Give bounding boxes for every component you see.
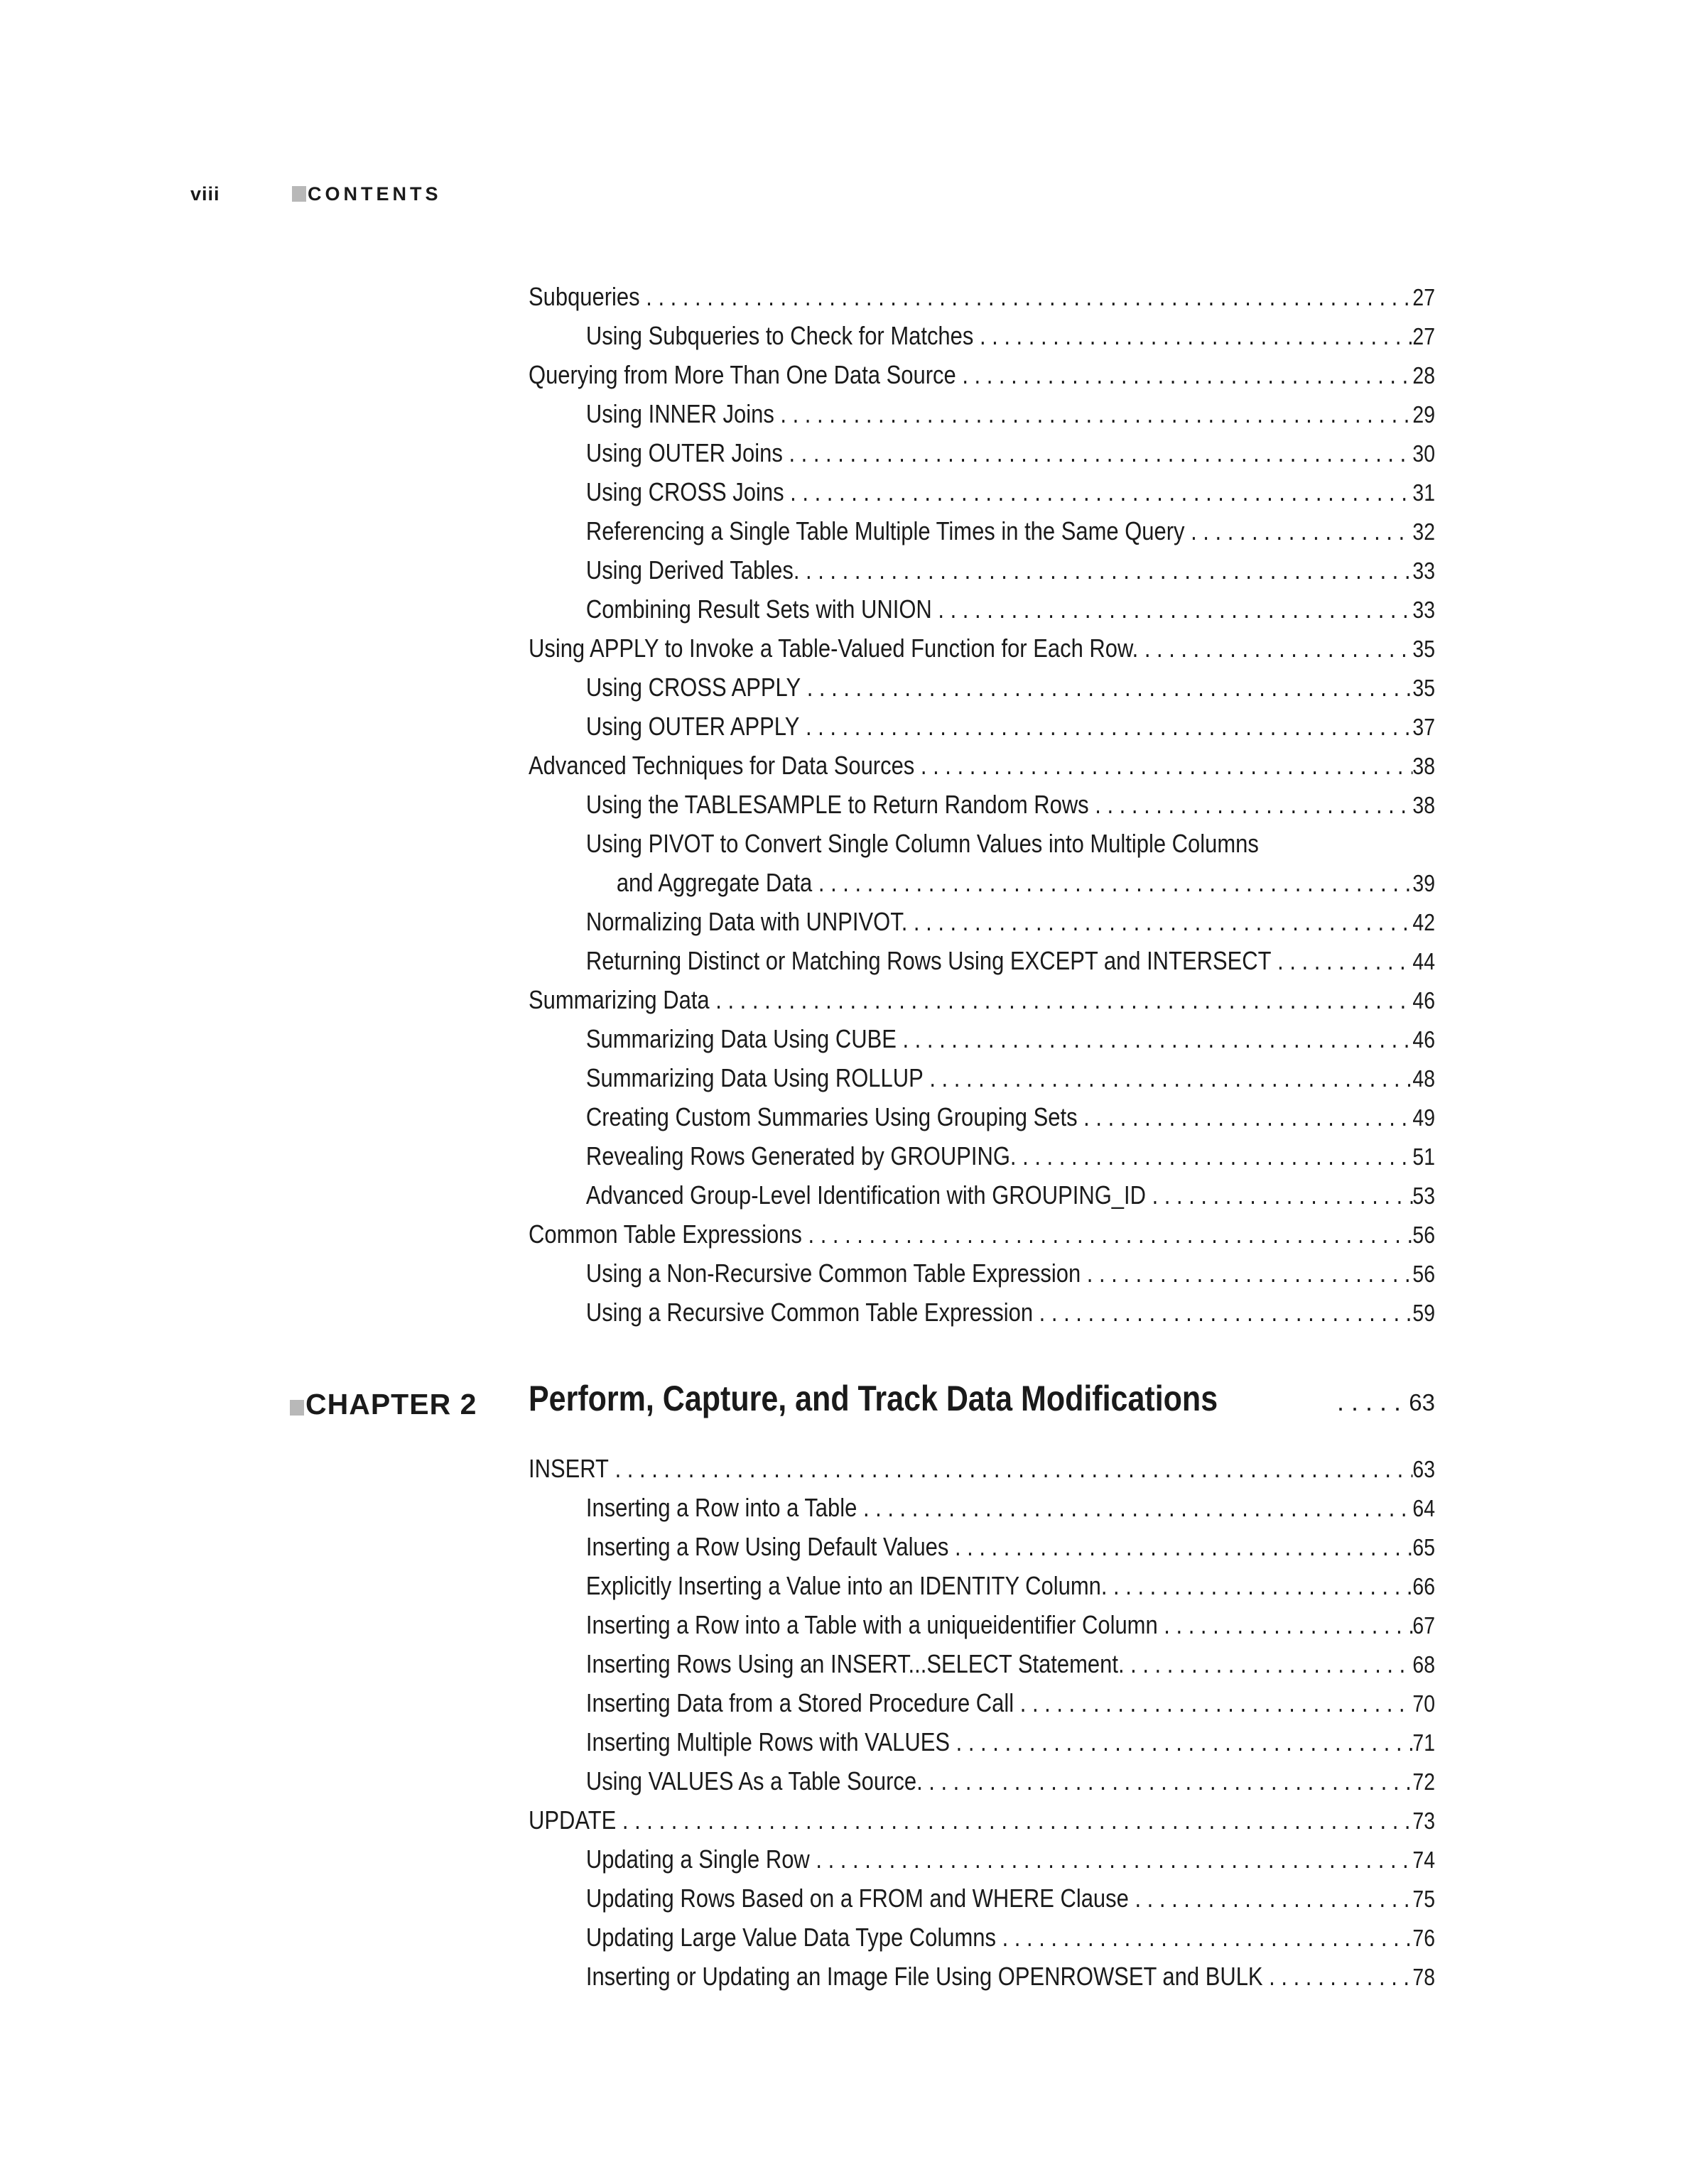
dot-leader <box>1185 511 1413 550</box>
toc-entry-row <box>529 746 1435 786</box>
toc-entry-title: Revealing Rows Generated by GROUPING. <box>585 1141 1017 1170</box>
toc-entry-row <box>529 1644 1435 1684</box>
toc-entry-page: 75 <box>1412 1886 1435 1912</box>
toc-entry-title: Inserting Multiple Rows with VALUES <box>585 1727 951 1756</box>
dot-leader <box>783 433 1413 472</box>
toc-entry-page: 67 <box>1412 1612 1435 1639</box>
toc-entry-title: UPDATE <box>529 1805 617 1835</box>
toc-entry-page: 44 <box>1412 948 1435 974</box>
toc-entry-row <box>529 668 1435 707</box>
toc-entry-title: Creating Custom Summaries Using Grouping Sets <box>585 1102 1078 1131</box>
dot-leader <box>616 1800 1412 1840</box>
toc-entry-row <box>529 1918 1435 1957</box>
toc-entry-page: 49 <box>1412 1104 1435 1131</box>
toc-entry[interactable] <box>529 746 1435 785</box>
toc-entry-row <box>529 629 1435 668</box>
dot-leader <box>1033 1293 1412 1332</box>
toc-entry-page: 38 <box>1412 753 1435 779</box>
toc-entry-title: Using VALUES As a Table Source. <box>585 1766 923 1795</box>
toc-entry-page: 78 <box>1412 1964 1435 1990</box>
running-title-text: CONTENTS <box>308 183 442 205</box>
toc-entry[interactable] <box>529 590 1435 629</box>
toc-entry-title: Returning Distinct or Matching Rows Using EXCEPT and INTERSECT <box>585 946 1272 975</box>
dot-leader <box>1014 1683 1412 1722</box>
toc-entry-page: 32 <box>1412 518 1435 545</box>
toc-entry-row <box>529 277 1435 317</box>
toc-entry[interactable] <box>529 1136 1435 1175</box>
dot-leader <box>784 472 1413 511</box>
toc-entry-row <box>529 590 1435 629</box>
dot-leader <box>609 1449 1412 1488</box>
toc-entry[interactable] <box>529 1605 1435 1644</box>
dot-leader <box>640 277 1413 316</box>
toc-entry-row <box>529 1683 1435 1723</box>
toc-entry-page: 27 <box>1412 323 1435 349</box>
toc-entry-row <box>529 1957 1435 1996</box>
toc-entry-title: Using the TABLESAMPLE to Return Random Rows <box>585 790 1089 819</box>
toc-entry-title: Summarizing Data Using CUBE <box>585 1024 897 1053</box>
toc-entry-row <box>529 394 1435 434</box>
toc-entry-page: 71 <box>1412 1729 1435 1756</box>
toc-entry-title: Updating Rows Based on a FROM and WHERE Clause <box>585 1884 1129 1913</box>
toc-entry-page: 37 <box>1412 714 1435 740</box>
toc-entry[interactable] <box>529 1722 1435 1761</box>
toc-entry-title: Combining Result Sets with UNION <box>585 594 932 624</box>
toc-entry[interactable] <box>529 1175 1435 1215</box>
toc-entry-title: INSERT <box>529 1454 609 1483</box>
dot-leader <box>1089 785 1413 824</box>
toc-entry-title: Using INNER Joins <box>585 399 774 428</box>
toc-entry-title: and Aggregate Data <box>616 868 813 897</box>
toc-entry-title: Using PIVOT to Convert Single Column Values into Multiple Columns <box>585 829 1259 858</box>
chapter-heading[interactable] <box>290 1378 1435 1435</box>
toc-entry-page: 53 <box>1412 1183 1435 1209</box>
chapter-label <box>290 1388 477 1421</box>
toc-entry[interactable] <box>529 1918 1435 1957</box>
toc-entry-row <box>529 1136 1435 1176</box>
toc-entry-page: 30 <box>1412 440 1435 467</box>
dot-leader <box>1078 1097 1413 1136</box>
toc-entry[interactable] <box>529 629 1435 668</box>
toc-entry-row <box>529 1527 1435 1567</box>
toc-entry-title: Updating a Single Row <box>585 1845 810 1874</box>
toc-entry-row <box>529 707 1435 746</box>
toc-entry-title: Querying from More Than One Data Source <box>529 360 956 389</box>
toc-entry-page: 68 <box>1412 1651 1435 1678</box>
toc-entry[interactable] <box>529 1058 1435 1097</box>
toc-entry[interactable] <box>529 863 1435 902</box>
toc-entry-page: 46 <box>1412 1026 1435 1053</box>
toc-entry-page: 51 <box>1412 1143 1435 1170</box>
dot-leader <box>799 550 1412 590</box>
toc-entry[interactable] <box>529 941 1435 980</box>
square-bullet-icon <box>290 1400 304 1416</box>
dot-leader <box>810 1840 1413 1879</box>
toc-entry-page: 72 <box>1412 1769 1435 1795</box>
toc-entry[interactable] <box>529 902 1435 941</box>
toc-entry[interactable] <box>529 1254 1435 1293</box>
toc-entry-row <box>529 941 1435 981</box>
toc-entry-page: 42 <box>1412 909 1435 935</box>
toc-entry[interactable] <box>529 316 1435 355</box>
toc-entry[interactable] <box>529 1800 1435 1840</box>
dot-leader <box>973 316 1412 355</box>
toc-entry-page: 39 <box>1412 870 1435 896</box>
toc-entry[interactable] <box>529 1215 1435 1254</box>
toc-entry-row <box>529 824 1435 863</box>
dot-leader <box>1263 1957 1413 1996</box>
toc-entry-title: Using a Non-Recursive Common Table Expression <box>585 1259 1081 1288</box>
toc-entry-page: 46 <box>1412 987 1435 1014</box>
toc-entry-title: Using CROSS APPLY <box>585 673 801 702</box>
page-number: viii <box>190 183 220 205</box>
toc-entry-title: Advanced Group-Level Identification with GROUPING_ID <box>585 1180 1146 1210</box>
dot-leader <box>914 746 1412 785</box>
toc-entry-row <box>529 1097 1435 1137</box>
toc-entry[interactable] <box>529 433 1435 472</box>
dot-leader <box>907 902 1412 941</box>
toc-entry-page: 29 <box>1412 401 1435 428</box>
toc-entry-title: Using OUTER APPLY <box>585 712 800 741</box>
toc-entry-row <box>529 433 1435 473</box>
toc-entry[interactable] <box>529 1019 1435 1058</box>
toc-entry-title: Referencing a Single Table Multiple Times in the Same Query <box>585 516 1185 545</box>
toc-section-2 <box>529 1449 1435 1996</box>
toc-entry[interactable] <box>529 472 1435 511</box>
running-head <box>190 183 617 212</box>
toc-entry[interactable] <box>529 1566 1435 1605</box>
dot-leader <box>857 1488 1412 1527</box>
toc-entry-page: 76 <box>1412 1925 1435 1951</box>
toc-entry-row <box>529 1800 1435 1840</box>
toc-entry-title: Normalizing Data with UNPIVOT. <box>585 907 908 936</box>
toc-entry-row <box>529 1019 1435 1059</box>
toc-entry-page: 70 <box>1412 1690 1435 1717</box>
toc-entry-title: Using CROSS Joins <box>585 477 784 506</box>
toc-entry-title: Inserting a Row Using Default Values <box>585 1532 949 1561</box>
toc-entry-title: Using a Recursive Common Table Expression <box>585 1298 1034 1327</box>
toc-entry[interactable] <box>529 1644 1435 1683</box>
toc-entry-row <box>529 1058 1435 1098</box>
chapter-title: Perform, Capture, and Track Data Modifications <box>529 1379 1218 1418</box>
dot-leader <box>1138 629 1412 668</box>
toc-entry-row <box>529 1722 1435 1762</box>
toc-entry-row <box>529 1488 1435 1528</box>
toc-entry[interactable] <box>529 1879 1435 1918</box>
toc-entry[interactable] <box>529 394 1435 433</box>
toc-entry[interactable] <box>529 1527 1435 1566</box>
toc-entry-title: Subqueries <box>529 282 640 311</box>
toc-entry-title: Inserting or Updating an Image File Using OPENROWSET and BULK <box>585 1962 1263 1991</box>
chapter-page: 63 <box>1409 1389 1435 1416</box>
dot-leader <box>923 1761 1413 1800</box>
toc-section-1 <box>529 277 1435 1332</box>
toc-entry-row <box>529 316 1435 356</box>
toc-entry-page: 31 <box>1412 479 1435 506</box>
toc-entry[interactable] <box>529 511 1435 550</box>
toc-entry[interactable] <box>529 355 1435 394</box>
dot-leader <box>1330 1387 1409 1417</box>
toc-entry-page: 35 <box>1412 636 1435 662</box>
toc-entry-title: Summarizing Data Using ROLLUP <box>585 1063 924 1092</box>
toc-entry[interactable] <box>529 1488 1435 1527</box>
toc-entry-row <box>529 1840 1435 1879</box>
toc-entry-title: Advanced Techniques for Data Sources <box>529 751 915 780</box>
running-title <box>292 183 442 205</box>
dot-leader <box>897 1019 1413 1058</box>
dot-leader <box>1146 1175 1412 1215</box>
toc-entry[interactable] <box>529 1957 1435 1996</box>
toc-entry-page: 56 <box>1412 1261 1435 1287</box>
toc-entry-title: Updating Large Value Data Type Columns <box>585 1923 996 1952</box>
dot-leader <box>1125 1644 1413 1683</box>
toc-entry-page: 63 <box>1412 1456 1435 1482</box>
dot-leader <box>1158 1605 1413 1644</box>
toc-entry[interactable] <box>529 1449 1435 1488</box>
dot-leader <box>1107 1566 1412 1605</box>
toc-entry-row <box>529 1254 1435 1293</box>
dot-leader <box>1272 941 1413 980</box>
toc-entry-title: Inserting Data from a Stored Procedure Call <box>585 1688 1014 1717</box>
toc-entry-row <box>529 550 1435 590</box>
toc-entry-row <box>529 1566 1435 1606</box>
dot-leader <box>950 1722 1412 1761</box>
square-bullet-icon <box>292 186 306 202</box>
toc-entry-page: 33 <box>1412 558 1435 584</box>
dot-leader <box>774 394 1413 433</box>
toc-entry-page: 35 <box>1412 675 1435 701</box>
toc-entry-page: 74 <box>1412 1847 1435 1873</box>
toc-entry-title: Using Derived Tables. <box>585 555 800 585</box>
toc-entry-row <box>529 863 1435 903</box>
toc-entry-row <box>529 980 1435 1020</box>
toc-entry-page: 38 <box>1412 792 1435 818</box>
toc-entry-title: Using Subqueries to Check for Matches <box>585 321 974 350</box>
toc-entry-row <box>529 1879 1435 1918</box>
dot-leader <box>924 1058 1413 1097</box>
toc-entry-page: 28 <box>1412 362 1435 389</box>
toc-entry[interactable] <box>529 668 1435 707</box>
toc-entry-page: 73 <box>1412 1808 1435 1834</box>
dot-leader <box>801 668 1412 707</box>
toc-entry[interactable] <box>529 1293 1435 1332</box>
toc-entry[interactable] <box>529 980 1435 1019</box>
toc-entry-title: Inserting a Row into a Table <box>585 1493 857 1522</box>
dot-leader <box>996 1918 1412 1957</box>
toc-entry-title: Using OUTER Joins <box>585 438 783 467</box>
dot-leader <box>710 980 1413 1019</box>
toc-entry-row <box>529 1449 1435 1489</box>
toc-entry-page: 48 <box>1412 1065 1435 1092</box>
toc-entry[interactable] <box>529 707 1435 746</box>
toc-entry-page: 33 <box>1412 597 1435 623</box>
dot-leader <box>799 707 1412 746</box>
toc-entry-page: 59 <box>1412 1300 1435 1326</box>
toc-entry-row <box>529 785 1435 825</box>
chapter-title-line <box>529 1378 1435 1419</box>
toc-entry-title: Inserting Rows Using an INSERT...SELECT Statement. <box>585 1649 1125 1678</box>
toc-entry[interactable] <box>529 1097 1435 1136</box>
toc-entry[interactable] <box>529 1761 1435 1800</box>
toc-entry[interactable] <box>529 824 1435 863</box>
toc-entry-title: Summarizing Data <box>529 985 710 1014</box>
toc-entry-page: 56 <box>1412 1222 1435 1248</box>
toc-entry-row <box>529 355 1435 395</box>
toc-entry[interactable] <box>529 1683 1435 1722</box>
toc-entry-row <box>529 1293 1435 1332</box>
toc-entry-row <box>529 902 1435 942</box>
dot-leader <box>956 355 1413 394</box>
dot-leader <box>932 590 1413 629</box>
toc-entry-page: 66 <box>1412 1573 1435 1599</box>
toc-entry[interactable] <box>529 1840 1435 1879</box>
toc-entry-page: 27 <box>1412 284 1435 310</box>
toc-entry-row <box>529 1605 1435 1645</box>
dot-leader <box>1081 1254 1412 1293</box>
toc-entry-row <box>529 1175 1435 1215</box>
chapter-label-text: CHAPTER 2 <box>305 1388 477 1420</box>
dot-leader <box>1017 1136 1413 1175</box>
toc-entry-row <box>529 511 1435 551</box>
toc-entry[interactable] <box>529 550 1435 590</box>
toc-entry-title: Inserting a Row into a Table with a uniqueidentifier Column <box>585 1610 1158 1639</box>
toc-entry[interactable] <box>529 785 1435 824</box>
dot-leader <box>802 1215 1413 1254</box>
toc-entry-page: 64 <box>1412 1495 1435 1521</box>
toc-entry[interactable] <box>529 277 1435 316</box>
toc-entry-page: 65 <box>1412 1534 1435 1560</box>
toc-entry-row <box>529 472 1435 512</box>
toc-entry-title: Common Table Expressions <box>529 1219 802 1249</box>
dot-leader <box>812 863 1412 902</box>
dot-leader <box>1129 1879 1413 1918</box>
toc-entry-title: Explicitly Inserting a Value into an IDENTITY Column. <box>585 1571 1108 1600</box>
toc-entry-title: Using APPLY to Invoke a Table-Valued Function for Each Row. <box>529 634 1139 663</box>
toc-entry-row <box>529 1761 1435 1801</box>
dot-leader <box>948 1527 1412 1566</box>
toc-entry-row <box>529 1215 1435 1254</box>
